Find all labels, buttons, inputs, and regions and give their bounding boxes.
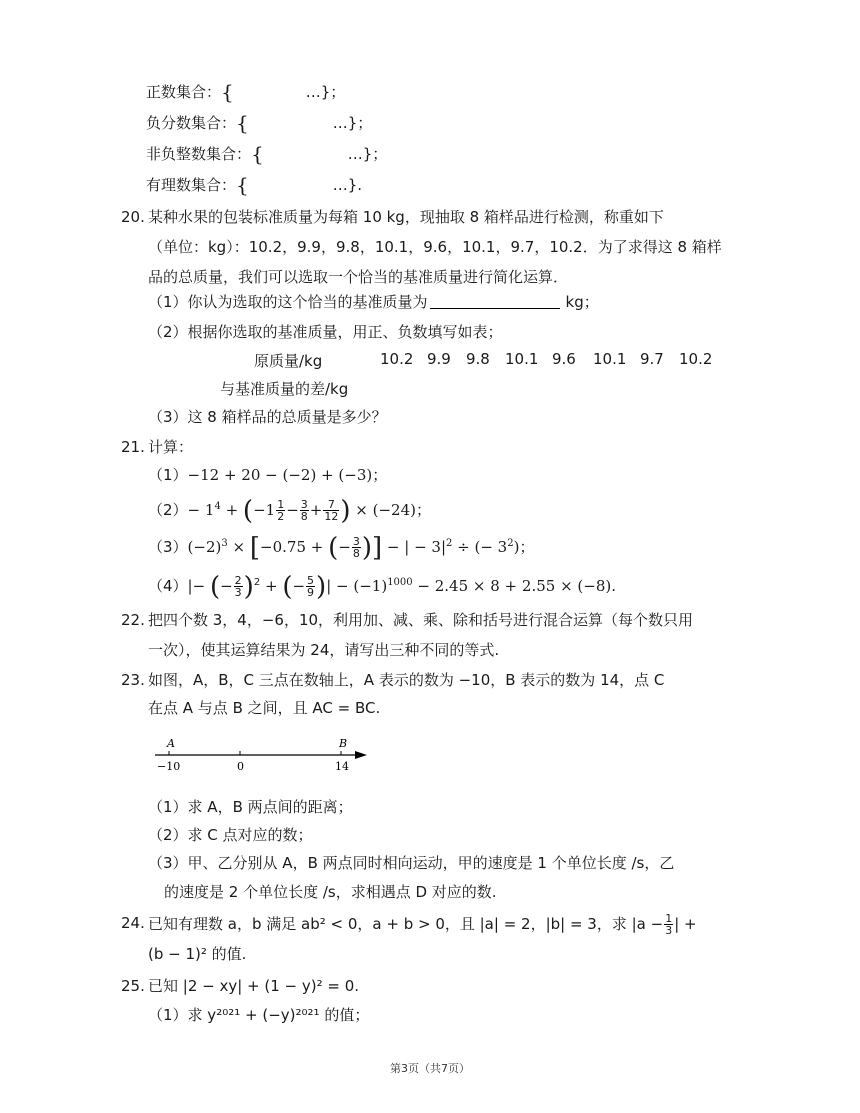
answer-blank[interactable] <box>430 308 560 309</box>
point-a-label: A <box>167 737 175 750</box>
q23-line2: 在点 A 与点 B 之间，且 AC = BC. <box>148 699 381 717</box>
set-positive: 正数集合：{ …}； <box>146 80 346 104</box>
q20-number: 20. <box>121 208 145 226</box>
table-cell: 10.2 <box>679 350 713 368</box>
tick-label-0: 0 <box>237 760 244 773</box>
set-negative-fraction: 负分数集合：{ …}； <box>146 111 373 135</box>
q20-line3: 品的总质量，我们可以选取一个恰当的基准质量进行简化运算． <box>148 268 569 286</box>
q23-number: 23. <box>121 671 145 689</box>
point-b-label: B <box>339 737 348 750</box>
tick-label-neg10: −10 <box>157 760 181 773</box>
table-cell: 9.8 <box>466 350 490 368</box>
table-cell: 10.1 <box>505 350 539 368</box>
number-line-svg <box>155 735 375 775</box>
table-cell: 9.6 <box>552 350 576 368</box>
tick-label-14: 14 <box>335 760 349 773</box>
q21-sub1: （1）−12 + 20 − (−2) + (−3)； <box>148 466 388 484</box>
table-header-difference: 与基准质量的差/kg <box>220 380 349 398</box>
q24-number: 24. <box>121 914 145 932</box>
q20-line1: 某种水果的包装标准质量为每箱 10 kg，现抽取 8 箱样品进行检测，称重如下 <box>148 208 664 226</box>
q23-sub1: （1）求 A，B 两点间的距离； <box>148 798 353 816</box>
q20-line2: （单位：kg）：10.2，9.9，9.8，10.1，9.6，10.1，9.7，10.2．为了求得这 8 箱样 <box>148 238 722 256</box>
q23-sub3a: （3）甲、乙分别从 A，B 两点同时相向运动，甲的速度是 1 个单位长度 /s，乙 <box>148 854 675 872</box>
table-cell: 9.9 <box>427 350 451 368</box>
set-rational: 有理数集合：{ …}. <box>146 173 363 197</box>
q21-title: 计算： <box>148 438 194 456</box>
table-cell: 9.7 <box>640 350 664 368</box>
table-cell: 10.1 <box>593 350 627 368</box>
page-footer: 第3页（共7页） <box>390 1062 470 1075</box>
q23-sub2: （2）求 C 点对应的数； <box>148 826 313 844</box>
q25-sub1: （1）求 y²⁰²¹ + (−y)²⁰²¹ 的值； <box>148 1006 370 1024</box>
q25-number: 25. <box>121 977 145 995</box>
table-cell: 10.2 <box>380 350 414 368</box>
set-nonneg-integer: 非负整数集合：{ …}； <box>146 142 388 166</box>
q22-line2: 一次），使其运算结果为 24，请写出三种不同的等式. <box>148 641 500 659</box>
table-header-original: 原质量/kg <box>254 352 323 370</box>
number-line-figure <box>155 735 375 775</box>
q20-sub1: （1）你认为选取的这个恰当的基准质量为 kg； <box>148 293 599 311</box>
q20-sub3: （3）这 8 箱样品的总质量是多少？ <box>148 408 387 426</box>
q22-number: 22. <box>121 611 145 629</box>
q25-line1: 已知 |2 − xy| + (1 − y)² = 0. <box>148 977 360 995</box>
q23-sub3b: 的速度是 2 个单位长度 /s，求相遇点 D 对应的数. <box>164 883 497 901</box>
q20-sub2: （2）根据你选取的基准质量，用正、负数填写如表； <box>148 323 503 341</box>
q23-line1: 如图，A，B，C 三点在数轴上，A 表示的数为 −10，B 表示的数为 14，点 C <box>148 671 665 689</box>
q21-number: 21. <box>121 438 145 456</box>
axis-arrow <box>355 751 367 759</box>
q24-line2: (b − 1)² 的值. <box>148 945 247 963</box>
q24-line1: 已知有理数 a，b 满足 ab² < 0，a + b > 0，且 |a| = 2，|b| = 3，求 |a − $\frac{1}{3}$ | + <box>148 912 697 937</box>
q21-sub3: $(3)(-2)^3 \times [-0.75$ + (− $\frac{3}{8}$ )] − | − $3|^2$ ÷ (− $3^2$)； <box>148 533 535 563</box>
q20-table <box>0 350 860 400</box>
q21-sub2: $(2)- 1^4 + (-1$ $\frac{1}{2}$ − $\frac{3}{8}$ + $\frac{7}{12}$ ) × (−24)； <box>148 496 431 526</box>
q22-line1: 把四个数 3，4，−6，10，利用加、减、乘、除和括号进行混合运算（每个数只用 <box>148 611 694 629</box>
q21-sub4: （4）|− (− $\frac{2}{3}$ )$^2$ + (− $\frac{5}{9}$ )| − $(-1)^{1000} - 2.45 \times 8 + 2.55 \times (-8)$. <box>148 572 616 602</box>
